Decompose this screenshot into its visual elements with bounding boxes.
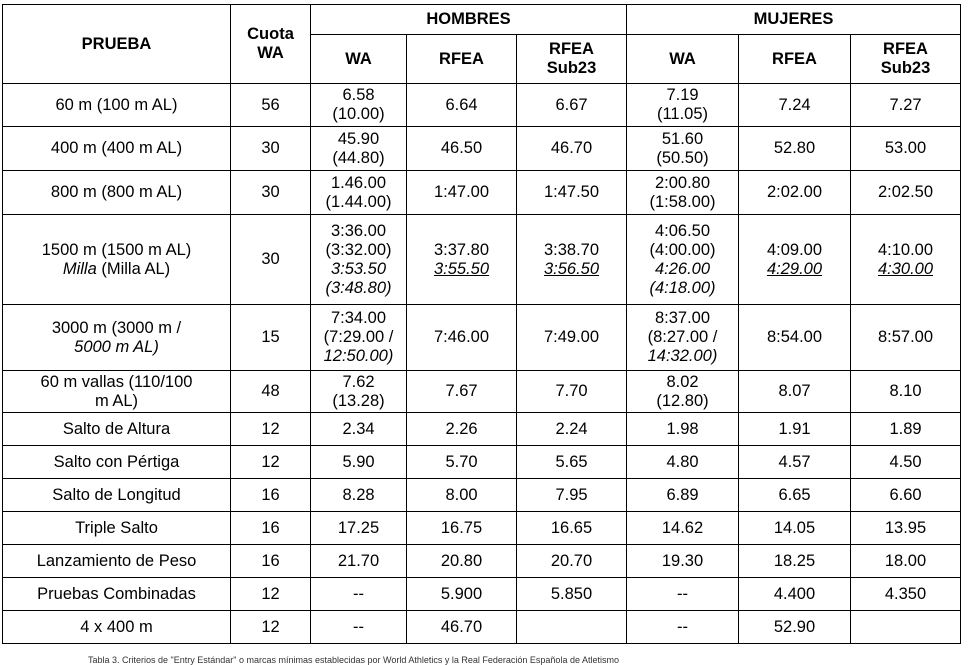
cell-line: Pruebas Combinadas xyxy=(37,584,196,603)
header-sub23-line2: Sub23 xyxy=(880,59,931,77)
table-row xyxy=(3,512,961,545)
cell-cuota-wa: 30 xyxy=(231,215,311,305)
header-cuota-line2: WA xyxy=(257,44,284,62)
table-caption: Tabla 3. Criterios de "Entry Estándar" o marcas mínimas establecidas por World Athletics y la Real Federación Española de Atletismo xyxy=(88,655,619,665)
cell-line: -- xyxy=(353,617,364,636)
cell-mujeres-wa xyxy=(627,446,739,479)
cell-cuota-wa: 12 xyxy=(231,611,311,644)
cell-event-name xyxy=(3,84,231,127)
cell-hombres-wa xyxy=(311,371,407,413)
cell-cuota-wa: 30 xyxy=(231,171,311,215)
header-hombres-rfea-sub23 xyxy=(517,35,627,84)
cell-mujeres-wa xyxy=(627,84,739,127)
cell-line: 4:30.00 xyxy=(877,259,934,278)
cell-line: 4.80 xyxy=(666,452,699,471)
table-row xyxy=(3,127,961,171)
cell-line: 2:02.00 xyxy=(766,183,823,201)
cell-hombres-wa xyxy=(311,479,407,512)
cell-line: (44.80) xyxy=(332,148,385,167)
cell-mujeres-wa xyxy=(627,413,739,446)
cell-hombres-wa xyxy=(311,215,407,305)
cell-mujeres-wa xyxy=(627,171,739,215)
header-mujeres: MUJERES xyxy=(627,5,961,35)
cell-mujeres-rfea xyxy=(739,215,851,305)
cell-line: 16.75 xyxy=(440,518,483,537)
cell-line: 1.89 xyxy=(889,419,922,438)
cell-mujeres-rfea xyxy=(739,171,851,215)
cell-event-name xyxy=(3,479,231,512)
cell-hombres-wa xyxy=(311,171,407,215)
cell-mujeres-wa xyxy=(627,578,739,611)
cell-line: -- xyxy=(353,584,364,603)
cell-line: 5.900 xyxy=(440,584,483,603)
cell-event-name xyxy=(3,446,231,479)
cell-line: 17.25 xyxy=(337,518,380,537)
cell-mujeres-rfea-sub23 xyxy=(851,611,961,644)
cell-line: 3:55.50 xyxy=(433,259,490,278)
header-sub23-line1: RFEA xyxy=(549,40,594,58)
cell-cuota-wa: 16 xyxy=(231,545,311,578)
cell-mujeres-rfea-sub23 xyxy=(851,479,961,512)
cell-line: 8:54.00 xyxy=(766,328,823,346)
cell-line: 18.25 xyxy=(773,551,816,570)
cell-cuota-wa: 12 xyxy=(231,578,311,611)
cell-line: (50.50) xyxy=(656,148,709,167)
cell-hombres-rfea-sub23 xyxy=(517,446,627,479)
cell-line: (12.80) xyxy=(656,391,709,410)
cell-hombres-rfea-sub23 xyxy=(517,545,627,578)
cell-hombres-rfea-sub23 xyxy=(517,215,627,305)
cell-line: Salto de Longitud xyxy=(52,485,181,504)
cell-segment: Milla xyxy=(62,259,97,278)
table-row xyxy=(3,371,961,413)
cell-mujeres-wa xyxy=(627,479,739,512)
cell-line: 12:50.00) xyxy=(323,347,394,365)
cell-line: 1:47.50 xyxy=(543,183,600,201)
cell-hombres-rfea-sub23 xyxy=(517,171,627,215)
cell-line: (8:27.00 / xyxy=(647,328,718,346)
cell-line: 3000 m (3000 m / xyxy=(51,318,182,337)
cell-line: 5.65 xyxy=(555,452,588,471)
table-row xyxy=(3,305,961,371)
cell-hombres-rfea xyxy=(407,446,517,479)
cell-line: 7.70 xyxy=(555,382,588,400)
cell-mujeres-rfea-sub23 xyxy=(851,446,961,479)
cell-line: 16.65 xyxy=(550,518,593,537)
cell-line: 2:00.80 xyxy=(654,173,711,192)
cell-line: 8.00 xyxy=(445,485,478,504)
cell-line: 4 x 400 m xyxy=(80,617,153,636)
header-hombres: HOMBRES xyxy=(311,5,627,35)
cell-mujeres-wa xyxy=(627,611,739,644)
cell-line: 1.98 xyxy=(666,419,699,438)
table-row xyxy=(3,578,961,611)
cell-line: 14.62 xyxy=(661,518,704,537)
cell-cuota-wa: 30 xyxy=(231,127,311,171)
cell-line: 5.850 xyxy=(550,584,593,603)
cell-line: 6.67 xyxy=(555,95,588,114)
cell-line: 6.89 xyxy=(666,485,699,504)
cell-hombres-wa xyxy=(311,578,407,611)
cell-line: (3:48.80) xyxy=(325,278,392,297)
header-hombres-rfea: RFEA xyxy=(407,35,517,84)
table-row xyxy=(3,479,961,512)
cell-line: 20.70 xyxy=(550,551,593,570)
cell-line: 5.70 xyxy=(445,452,478,471)
cell-line: 8:37.00 xyxy=(654,309,711,327)
cell-line: 1.46.00 xyxy=(330,173,387,192)
cell-line: 4:10.00 xyxy=(877,240,934,259)
cell-event-name xyxy=(3,611,231,644)
cell-line: (4:00.00) xyxy=(649,240,716,259)
cell-mujeres-rfea-sub23 xyxy=(851,545,961,578)
header-cuota-wa xyxy=(231,5,311,84)
cell-hombres-rfea-sub23 xyxy=(517,413,627,446)
cell-hombres-rfea xyxy=(407,215,517,305)
table-row xyxy=(3,413,961,446)
cell-mujeres-rfea xyxy=(739,127,851,171)
cell-hombres-rfea-sub23 xyxy=(517,578,627,611)
cell-line: 8.02 xyxy=(666,372,699,391)
cell-line: (4:18.00) xyxy=(649,278,716,297)
cell-line: 20.80 xyxy=(440,551,483,570)
cell-line: 45.90 xyxy=(337,129,380,148)
cell-cuota-wa: 12 xyxy=(231,446,311,479)
cell-mujeres-rfea xyxy=(739,413,851,446)
header-mujeres-wa: WA xyxy=(627,35,739,84)
cell-line: 1500 m (1500 m AL) xyxy=(41,240,192,259)
cell-line: Triple Salto xyxy=(75,518,158,537)
cell-hombres-wa xyxy=(311,305,407,371)
table-row xyxy=(3,84,961,127)
cell-line: 6.64 xyxy=(445,95,478,114)
cell-event-name xyxy=(3,512,231,545)
cell-line: 8.10 xyxy=(889,382,922,400)
cell-line: 7:49.00 xyxy=(543,328,600,346)
cell-line: (10.00) xyxy=(332,105,385,123)
cell-hombres-rfea xyxy=(407,413,517,446)
cell-cuota-wa: 56 xyxy=(231,84,311,127)
cell-mujeres-rfea xyxy=(739,371,851,413)
cell-mujeres-rfea-sub23 xyxy=(851,413,961,446)
cell-line: 3:38.70 xyxy=(543,240,600,259)
table-row xyxy=(3,215,961,305)
table-row xyxy=(3,545,961,578)
cell-line: 18.00 xyxy=(884,551,927,570)
cell-hombres-rfea xyxy=(407,371,517,413)
cell-line: 19.30 xyxy=(661,551,704,570)
cell-hombres-wa xyxy=(311,545,407,578)
cell-mujeres-rfea xyxy=(739,512,851,545)
cell-event-name xyxy=(3,545,231,578)
cell-line: 13.95 xyxy=(884,518,927,537)
cell-mujeres-wa xyxy=(627,545,739,578)
cell-line: (1.44.00) xyxy=(325,192,392,211)
cell-line: 6.60 xyxy=(889,485,922,504)
cell-hombres-rfea xyxy=(407,84,517,127)
cell-line: 7.24 xyxy=(778,95,811,114)
cell-line: 2:02.50 xyxy=(877,183,934,201)
cell-hombres-rfea xyxy=(407,578,517,611)
header-hombres-wa: WA xyxy=(311,35,407,84)
cell-line: 46.50 xyxy=(440,139,483,157)
cell-hombres-rfea-sub23 xyxy=(517,512,627,545)
table-body xyxy=(3,84,961,644)
cell-hombres-wa xyxy=(311,512,407,545)
cell-line: -- xyxy=(677,617,688,636)
cell-hombres-rfea xyxy=(407,305,517,371)
cell-line: 4:09.00 xyxy=(766,240,823,259)
cell-event-name xyxy=(3,171,231,215)
cell-line: 2.26 xyxy=(445,419,478,438)
cell-line: m AL) xyxy=(94,391,139,410)
cell-mujeres-rfea-sub23 xyxy=(851,127,961,171)
cell-line: 53.00 xyxy=(884,139,927,157)
cell-line: 2.34 xyxy=(342,419,375,438)
cell-mujeres-rfea-sub23 xyxy=(851,84,961,127)
cell-line: Salto con Pértiga xyxy=(53,452,180,471)
cell-hombres-rfea xyxy=(407,479,517,512)
cell-mujeres-rfea-sub23 xyxy=(851,305,961,371)
cell-mujeres-wa xyxy=(627,215,739,305)
cell-line: 7.27 xyxy=(889,95,922,114)
cell-event-name xyxy=(3,371,231,413)
cell-line: 7.95 xyxy=(555,485,588,504)
marks-table xyxy=(2,4,961,644)
cell-hombres-rfea-sub23 xyxy=(517,84,627,127)
cell-mujeres-rfea xyxy=(739,479,851,512)
cell-line: 7.62 xyxy=(342,372,375,391)
cell-mujeres-rfea-sub23 xyxy=(851,578,961,611)
cell-line: 4.57 xyxy=(778,452,811,471)
cell-line: 6.58 xyxy=(342,86,375,104)
cell-line: 52.80 xyxy=(773,139,816,157)
cell-cuota-wa: 15 xyxy=(231,305,311,371)
cell-cuota-wa: 12 xyxy=(231,413,311,446)
cell-event-name xyxy=(3,578,231,611)
cell-mujeres-rfea xyxy=(739,84,851,127)
cell-line: 4:06.50 xyxy=(654,221,711,240)
cell-line: Lanzamiento de Peso xyxy=(36,551,197,570)
cell-line: 60 m (100 m AL) xyxy=(55,95,178,114)
cell-cuota-wa: 16 xyxy=(231,479,311,512)
cell-hombres-rfea xyxy=(407,545,517,578)
cell-line: 5.90 xyxy=(342,452,375,471)
header-prueba: PRUEBA xyxy=(3,5,231,84)
cell-line: 46.70 xyxy=(550,139,593,157)
cell-hombres-wa xyxy=(311,127,407,171)
cell-line xyxy=(5,260,228,279)
cell-line: 3:36.00 xyxy=(330,221,387,240)
cell-hombres-rfea-sub23 xyxy=(517,127,627,171)
table-row xyxy=(3,171,961,215)
cell-line: 21.70 xyxy=(337,551,380,570)
cell-line: (7:29.00 / xyxy=(323,328,394,346)
cell-line: 7.67 xyxy=(445,382,478,400)
cell-mujeres-rfea-sub23 xyxy=(851,512,961,545)
header-mujeres-rfea-sub23 xyxy=(851,35,961,84)
cell-line: 4.400 xyxy=(773,584,816,603)
cell-mujeres-rfea-sub23 xyxy=(851,215,961,305)
cell-segment: (Milla AL) xyxy=(96,259,171,278)
cell-line: 4:26.00 xyxy=(654,259,711,278)
cell-mujeres-wa xyxy=(627,305,739,371)
cell-hombres-rfea-sub23 xyxy=(517,305,627,371)
cell-line: 800 m (800 m AL) xyxy=(50,183,183,201)
cell-line: (11.05) xyxy=(656,105,709,123)
cell-mujeres-wa xyxy=(627,512,739,545)
cell-line: 7.19 xyxy=(666,86,699,104)
cell-hombres-rfea xyxy=(407,512,517,545)
cell-hombres-rfea xyxy=(407,611,517,644)
cell-line: 3:56.50 xyxy=(543,259,600,278)
cell-line: 5000 m AL) xyxy=(74,337,159,356)
cell-event-name xyxy=(3,215,231,305)
table-row xyxy=(3,611,961,644)
cell-hombres-rfea-sub23 xyxy=(517,611,627,644)
cell-line: (13.28) xyxy=(332,391,385,410)
header-cuota-line1: Cuota xyxy=(247,25,294,43)
cell-event-name xyxy=(3,413,231,446)
cell-line: 1.91 xyxy=(778,419,811,438)
cell-line: 1:47.00 xyxy=(433,183,490,201)
cell-mujeres-wa xyxy=(627,127,739,171)
cell-hombres-wa xyxy=(311,446,407,479)
cell-event-name xyxy=(3,127,231,171)
cell-hombres-rfea xyxy=(407,171,517,215)
cell-line: 7:34.00 xyxy=(330,309,387,327)
cell-mujeres-wa xyxy=(627,371,739,413)
cell-mujeres-rfea xyxy=(739,611,851,644)
cell-line: 46.70 xyxy=(440,617,483,636)
cell-line: 4.50 xyxy=(889,452,922,471)
header-mujeres-rfea: RFEA xyxy=(739,35,851,84)
cell-line: 14:32.00) xyxy=(647,347,718,365)
cell-line: -- xyxy=(677,584,688,603)
cell-mujeres-rfea xyxy=(739,446,851,479)
cell-line: 3:53.50 xyxy=(330,259,387,278)
cell-hombres-rfea-sub23 xyxy=(517,479,627,512)
table-row xyxy=(3,446,961,479)
cell-hombres-wa xyxy=(311,611,407,644)
cell-hombres-wa xyxy=(311,413,407,446)
cell-mujeres-rfea xyxy=(739,578,851,611)
cell-line: 7:46.00 xyxy=(433,328,490,346)
cell-line: 51.60 xyxy=(661,129,704,148)
cell-line: 6.65 xyxy=(778,485,811,504)
cell-mujeres-rfea-sub23 xyxy=(851,171,961,215)
cell-line: 2.24 xyxy=(555,419,588,438)
cell-line: 8.07 xyxy=(778,382,811,400)
cell-line: Salto de Altura xyxy=(62,419,171,438)
cell-hombres-wa xyxy=(311,84,407,127)
cell-mujeres-rfea xyxy=(739,305,851,371)
cell-line: 60 m vallas (110/100 xyxy=(40,372,193,391)
cell-cuota-wa: 48 xyxy=(231,371,311,413)
cell-line: 4.350 xyxy=(884,584,927,603)
cell-mujeres-rfea xyxy=(739,545,851,578)
header-sub23-line2: Sub23 xyxy=(546,59,597,77)
cell-line: 4:29.00 xyxy=(766,259,823,278)
cell-line: 8:57.00 xyxy=(877,328,934,346)
cell-line: (3:32.00) xyxy=(325,240,392,259)
cell-line: 3:37.80 xyxy=(433,240,490,259)
header-sub23-line1: RFEA xyxy=(883,40,928,58)
cell-line: (1:58.00) xyxy=(649,192,716,211)
cell-cuota-wa: 16 xyxy=(231,512,311,545)
cell-line: 8.28 xyxy=(342,485,375,504)
cell-mujeres-rfea-sub23 xyxy=(851,371,961,413)
cell-line: 52.90 xyxy=(773,617,816,636)
cell-line: 14.05 xyxy=(773,518,816,537)
cell-hombres-rfea-sub23 xyxy=(517,371,627,413)
cell-hombres-rfea xyxy=(407,127,517,171)
cell-event-name xyxy=(3,305,231,371)
cell-line: 400 m (400 m AL) xyxy=(50,139,183,157)
